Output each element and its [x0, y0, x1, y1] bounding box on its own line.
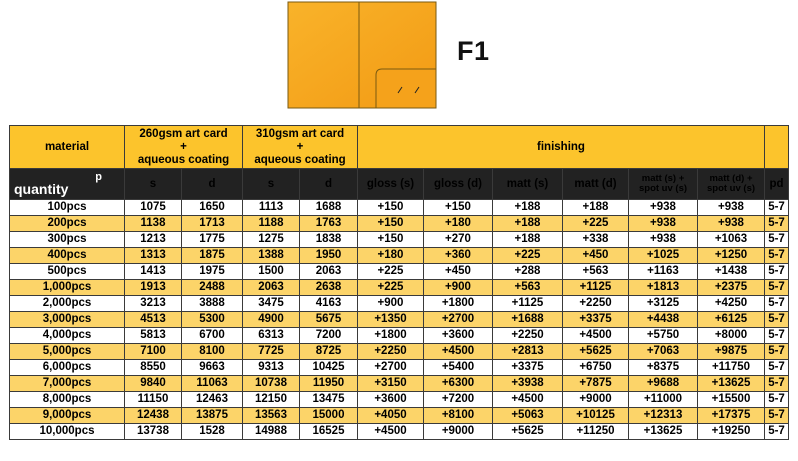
s-310-cell: 1113	[243, 200, 300, 216]
pd-cell: 5-7	[765, 360, 789, 376]
gloss-d-cell: +1800	[424, 296, 493, 312]
d-header-310: d	[300, 169, 358, 200]
matt-s-spot-uv-cell: +938	[629, 232, 698, 248]
d-260-cell: 1775	[182, 232, 243, 248]
gloss-d-cell: +4500	[424, 344, 493, 360]
s-310-cell: 1388	[243, 248, 300, 264]
d-310-cell: 16525	[300, 424, 358, 440]
s-310-cell: 14988	[243, 424, 300, 440]
matt-s-cell: +288	[493, 264, 563, 280]
material-header: material	[10, 126, 125, 169]
product-code: F1	[457, 36, 490, 66]
pd-cell: 5-7	[765, 328, 789, 344]
d-310-cell: 8725	[300, 344, 358, 360]
s-310-cell: 1188	[243, 216, 300, 232]
s-260-cell: 1913	[125, 280, 182, 296]
matt-s-spot-uv-cell: +938	[629, 200, 698, 216]
d-260-cell: 13875	[182, 408, 243, 424]
quantity-header	[10, 169, 125, 200]
quantity-cell: 300pcs	[10, 232, 125, 248]
s-260-cell: 8550	[125, 360, 182, 376]
quantity-cell: 400pcs	[10, 248, 125, 264]
d-310-cell: 2063	[300, 264, 358, 280]
table-row	[10, 216, 789, 232]
matt-d-spot-uv-cell: +1250	[698, 248, 765, 264]
matt-d-spot-uv-cell: +15500	[698, 392, 765, 408]
s-310-cell: 10738	[243, 376, 300, 392]
gloss-d-cell: +2700	[424, 312, 493, 328]
matt-s-spot-uv-cell: +11000	[629, 392, 698, 408]
gloss-d-cell: +8100	[424, 408, 493, 424]
table-row	[10, 376, 789, 392]
matt-d-cell: +10125	[563, 408, 629, 424]
pd-cell: 5-7	[765, 312, 789, 328]
d-header-260: d	[182, 169, 243, 200]
matt-d-cell: +11250	[563, 424, 629, 440]
s-310-cell: 13563	[243, 408, 300, 424]
matt-s-spot-uv-cell: +1813	[629, 280, 698, 296]
s-260-cell: 5813	[125, 328, 182, 344]
matt-d-cell: +450	[563, 248, 629, 264]
sub-header-row	[10, 169, 789, 200]
quantity-cell: 6,000pcs	[10, 360, 125, 376]
gloss-d-cell: +3600	[424, 328, 493, 344]
gloss-d-header: gloss (d)	[424, 169, 493, 200]
gloss-s-cell: +4500	[358, 424, 424, 440]
pd-cell: 5-7	[765, 280, 789, 296]
p-label: p	[95, 171, 102, 183]
d-260-cell: 5300	[182, 312, 243, 328]
matt-s-spot-uv-cell: +8375	[629, 360, 698, 376]
d-310-cell: 11950	[300, 376, 358, 392]
matt-d-spot-uv-cell: +13625	[698, 376, 765, 392]
d-310-cell: 1950	[300, 248, 358, 264]
s-260-cell: 12438	[125, 408, 182, 424]
gloss-s-cell: +3600	[358, 392, 424, 408]
matt-s-header: matt (s)	[493, 169, 563, 200]
matt-d-cell: +6750	[563, 360, 629, 376]
gloss-s-cell: +1350	[358, 312, 424, 328]
pd-cell: 5-7	[765, 264, 789, 280]
quantity-label: quantity	[14, 181, 69, 197]
table-row	[10, 392, 789, 408]
gloss-d-cell: +6300	[424, 376, 493, 392]
matt-s-cell: +188	[493, 232, 563, 248]
d-260-cell: 1975	[182, 264, 243, 280]
group-header-row	[10, 126, 789, 169]
quantity-cell: 200pcs	[10, 216, 125, 232]
matt-s-spot-uv-header: matt (s) + spot uv (s)	[629, 169, 698, 200]
matt-d-header: matt (d)	[563, 169, 629, 200]
matt-s-cell: +563	[493, 280, 563, 296]
gloss-s-cell: +4050	[358, 408, 424, 424]
d-310-cell: 10425	[300, 360, 358, 376]
d-310-cell: 1763	[300, 216, 358, 232]
matt-d-spot-uv-cell: +1438	[698, 264, 765, 280]
s-header-260: s	[125, 169, 182, 200]
matt-d-spot-uv-cell: +2375	[698, 280, 765, 296]
matt-d-spot-uv-cell: +17375	[698, 408, 765, 424]
gloss-d-cell: +450	[424, 264, 493, 280]
matt-d-spot-uv-cell: +11750	[698, 360, 765, 376]
d-310-cell: 2638	[300, 280, 358, 296]
matt-d-spot-uv-cell: +19250	[698, 424, 765, 440]
pd-cell: 5-7	[765, 344, 789, 360]
quantity-cell: 1,000pcs	[10, 280, 125, 296]
d-260-cell: 1650	[182, 200, 243, 216]
table-row	[10, 312, 789, 328]
d-260-cell: 1875	[182, 248, 243, 264]
s-260-cell: 9840	[125, 376, 182, 392]
quantity-cell: 8,000pcs	[10, 392, 125, 408]
d-260-cell: 11063	[182, 376, 243, 392]
matt-d-cell: +225	[563, 216, 629, 232]
matt-d-cell: +3375	[563, 312, 629, 328]
table-row	[10, 264, 789, 280]
matt-d-cell: +4500	[563, 328, 629, 344]
s-310-cell: 9313	[243, 360, 300, 376]
s-310-cell: 1275	[243, 232, 300, 248]
matt-d-spot-uv-cell: +6125	[698, 312, 765, 328]
pd-cell: 5-7	[765, 376, 789, 392]
finishing-header: finishing	[358, 126, 765, 169]
s-header-310: s	[243, 169, 300, 200]
price-table	[9, 125, 789, 440]
matt-d-spot-uv-cell: +8000	[698, 328, 765, 344]
matt-s-spot-uv-cell: +12313	[629, 408, 698, 424]
s-310-cell: 4900	[243, 312, 300, 328]
table-row	[10, 408, 789, 424]
pd-cell: 5-7	[765, 392, 789, 408]
matt-d-cell: +2250	[563, 296, 629, 312]
s-260-cell: 11150	[125, 392, 182, 408]
d-310-cell: 1688	[300, 200, 358, 216]
price-table-body	[10, 200, 789, 440]
table-row	[10, 248, 789, 264]
d-260-cell: 1528	[182, 424, 243, 440]
gloss-s-cell: +225	[358, 264, 424, 280]
matt-d-cell: +1125	[563, 280, 629, 296]
blank-header	[765, 126, 789, 169]
gloss-s-cell: +3150	[358, 376, 424, 392]
pd-cell: 5-7	[765, 408, 789, 424]
quantity-cell: 4,000pcs	[10, 328, 125, 344]
s-260-cell: 1138	[125, 216, 182, 232]
matt-s-spot-uv-cell: +1025	[629, 248, 698, 264]
s-260-cell: 1413	[125, 264, 182, 280]
d-310-cell: 4163	[300, 296, 358, 312]
gloss-s-cell: +2700	[358, 360, 424, 376]
matt-d-cell: +7875	[563, 376, 629, 392]
quantity-cell: 10,000pcs	[10, 424, 125, 440]
pd-cell: 5-7	[765, 216, 789, 232]
table-row	[10, 296, 789, 312]
quantity-cell: 500pcs	[10, 264, 125, 280]
matt-d-spot-uv-cell: +4250	[698, 296, 765, 312]
gloss-s-cell: +150	[358, 232, 424, 248]
gloss-s-cell: +225	[358, 280, 424, 296]
quantity-cell: 3,000pcs	[10, 312, 125, 328]
d-310-cell: 15000	[300, 408, 358, 424]
matt-s-cell: +3938	[493, 376, 563, 392]
d-260-cell: 12463	[182, 392, 243, 408]
gloss-s-cell: +1800	[358, 328, 424, 344]
matt-d-spot-uv-cell: +9875	[698, 344, 765, 360]
art-card-260-header: 260gsm art card + aqueous coating	[125, 126, 243, 169]
matt-s-cell: +1688	[493, 312, 563, 328]
s-310-cell: 1500	[243, 264, 300, 280]
matt-d-spot-uv-cell: +938	[698, 216, 765, 232]
art-card-310-header: 310gsm art card + aqueous coating	[243, 126, 358, 169]
s-260-cell: 1075	[125, 200, 182, 216]
d-260-cell: 6700	[182, 328, 243, 344]
pd-cell: 5-7	[765, 424, 789, 440]
pd-header: pd	[765, 169, 789, 200]
matt-s-cell: +188	[493, 200, 563, 216]
s-260-cell: 1213	[125, 232, 182, 248]
gloss-d-cell: +5400	[424, 360, 493, 376]
d-260-cell: 2488	[182, 280, 243, 296]
folder-illustration	[287, 1, 437, 109]
matt-s-cell: +4500	[493, 392, 563, 408]
s-260-cell: 13738	[125, 424, 182, 440]
s-310-cell: 7725	[243, 344, 300, 360]
table-row	[10, 280, 789, 296]
gloss-d-cell: +150	[424, 200, 493, 216]
matt-d-cell: +338	[563, 232, 629, 248]
gloss-d-cell: +180	[424, 216, 493, 232]
matt-s-cell: +2813	[493, 344, 563, 360]
matt-s-cell: +5063	[493, 408, 563, 424]
gloss-d-cell: +270	[424, 232, 493, 248]
d-310-cell: 13475	[300, 392, 358, 408]
gloss-d-cell: +360	[424, 248, 493, 264]
gloss-s-cell: +150	[358, 200, 424, 216]
gloss-d-cell: +900	[424, 280, 493, 296]
s-260-cell: 7100	[125, 344, 182, 360]
d-260-cell: 9663	[182, 360, 243, 376]
d-260-cell: 1713	[182, 216, 243, 232]
table-row	[10, 360, 789, 376]
quantity-cell: 100pcs	[10, 200, 125, 216]
matt-s-cell: +3375	[493, 360, 563, 376]
pd-cell: 5-7	[765, 296, 789, 312]
matt-d-cell: +563	[563, 264, 629, 280]
matt-s-spot-uv-cell: +3125	[629, 296, 698, 312]
matt-s-spot-uv-cell: +938	[629, 216, 698, 232]
table-row	[10, 232, 789, 248]
matt-s-spot-uv-cell: +5750	[629, 328, 698, 344]
table-row	[10, 200, 789, 216]
s-260-cell: 3213	[125, 296, 182, 312]
pd-cell: 5-7	[765, 232, 789, 248]
matt-s-cell: +2250	[493, 328, 563, 344]
matt-s-cell: +188	[493, 216, 563, 232]
s-310-cell: 6313	[243, 328, 300, 344]
s-310-cell: 12150	[243, 392, 300, 408]
d-310-cell: 1838	[300, 232, 358, 248]
matt-s-cell: +1125	[493, 296, 563, 312]
matt-d-cell: +5625	[563, 344, 629, 360]
matt-s-spot-uv-cell: +7063	[629, 344, 698, 360]
matt-d-spot-uv-header: matt (d) + spot uv (s)	[698, 169, 765, 200]
pd-cell: 5-7	[765, 248, 789, 264]
d-260-cell: 8100	[182, 344, 243, 360]
gloss-d-cell: +7200	[424, 392, 493, 408]
pd-cell: 5-7	[765, 200, 789, 216]
s-260-cell: 4513	[125, 312, 182, 328]
s-260-cell: 1313	[125, 248, 182, 264]
gloss-d-cell: +9000	[424, 424, 493, 440]
folder-pocket	[376, 69, 436, 108]
gloss-s-cell: +2250	[358, 344, 424, 360]
d-310-cell: 5675	[300, 312, 358, 328]
gloss-s-cell: +900	[358, 296, 424, 312]
s-310-cell: 3475	[243, 296, 300, 312]
d-260-cell: 3888	[182, 296, 243, 312]
quantity-cell: 2,000pcs	[10, 296, 125, 312]
gloss-s-cell: +150	[358, 216, 424, 232]
quantity-cell: 5,000pcs	[10, 344, 125, 360]
table-row	[10, 344, 789, 360]
quantity-cell: 7,000pcs	[10, 376, 125, 392]
table-row	[10, 424, 789, 440]
matt-d-cell: +188	[563, 200, 629, 216]
matt-s-spot-uv-cell: +13625	[629, 424, 698, 440]
quantity-cell: 9,000pcs	[10, 408, 125, 424]
matt-s-cell: +5625	[493, 424, 563, 440]
s-310-cell: 2063	[243, 280, 300, 296]
d-310-cell: 7200	[300, 328, 358, 344]
matt-s-spot-uv-cell: +9688	[629, 376, 698, 392]
table-row	[10, 328, 789, 344]
gloss-s-cell: +180	[358, 248, 424, 264]
matt-s-spot-uv-cell: +1163	[629, 264, 698, 280]
matt-s-spot-uv-cell: +4438	[629, 312, 698, 328]
matt-s-cell: +225	[493, 248, 563, 264]
matt-d-cell: +9000	[563, 392, 629, 408]
matt-d-spot-uv-cell: +938	[698, 200, 765, 216]
gloss-s-header: gloss (s)	[358, 169, 424, 200]
matt-d-spot-uv-cell: +1063	[698, 232, 765, 248]
